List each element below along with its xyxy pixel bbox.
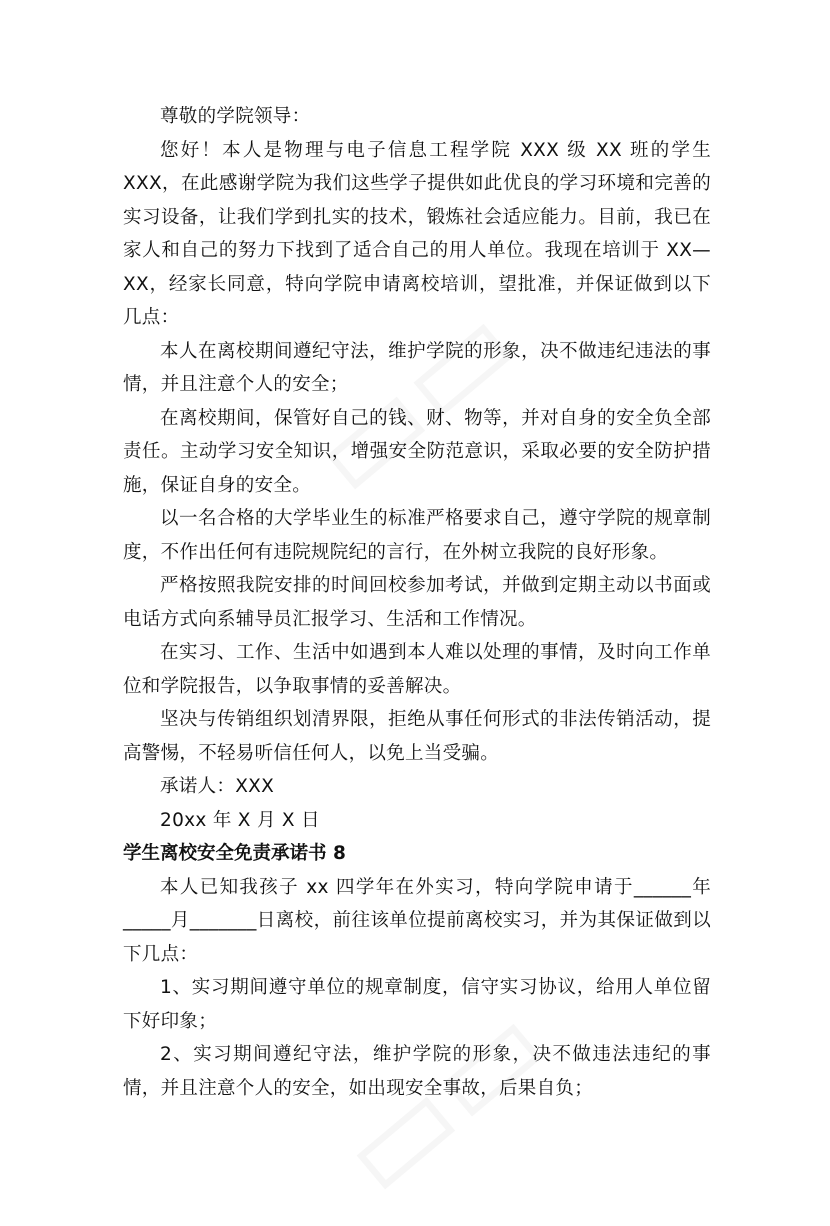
section-title: 学生离校安全免责承诺书 8	[123, 843, 346, 864]
signatory: 承诺人：XXX	[160, 776, 275, 797]
section-point-1: 1、实习期间遵守单位的规章制度，信守实习协议，给用人单位留下好印象；	[123, 977, 711, 1032]
paragraph-intro: 您好！本人是物理与电子信息工程学院 XXX 级 XX 班的学生 XXX，在此感谢学院为我们这些学子提供如此优良的学习环境和完善的实习设备，让我们学到扎实的技术，锻炼社会适应能力。目前，我已在家人和自己的努力下找到了适合自己的用人单位。我现在培训于 XX—XX，经家长同意，特向学院申请离校培训，望批准，并保证做到以下几点：	[123, 139, 718, 328]
paragraph-point-3: 以一名合格的大学毕业生的标准严格要求自己，遵守学院的规章制度，不作出任何有违院规院纪的言行，在外树立我院的良好形象。	[123, 508, 711, 563]
document-body	[123, 100, 718, 1105]
salutation: 尊敬的学院领导：	[160, 106, 311, 127]
paragraph-point-2: 在离校期间，保管好自己的钱、财、物等，并对自身的安全负全部责任。主动学习安全知识，增强安全防范意识，采取必要的安全防护措施，保证自身的安全。	[123, 407, 711, 496]
date-line: 20xx 年 X 月 X 日	[160, 809, 320, 831]
section-intro: 本人已知我孩子 xx 四学年在外实习，特向学院申请于______年_____月_______日离校，前往该单位提前离校实习，并为其保证做到以下几点：	[123, 876, 711, 965]
section-point-2: 2、实习期间遵纪守法，维护学院的形象，决不做违法违纪的事情，并且注意个人的安全，如出现安全事故，后果自负；	[123, 1044, 711, 1099]
paragraph-point-5: 在实习、工作、生活中如遇到本人难以处理的事情，及时向工作单位和学院报告，以争取事情的妥善解决。	[123, 642, 711, 697]
paragraph-point-1: 本人在离校期间遵纪守法，维护学院的形象，决不做违纪违法的事情，并且注意个人的安全；	[123, 340, 711, 395]
paragraph-point-6: 坚决与传销组织划清界限，拒绝从事任何形式的非法传销活动，提高警惕，不轻易听信任何人，以免上当受骗。	[123, 709, 711, 764]
paragraph-point-4: 严格按照我院安排的时间回校参加考试，并做到定期主动以书面或电话方式向系辅导员汇报学习、生活和工作情况。	[123, 575, 711, 630]
